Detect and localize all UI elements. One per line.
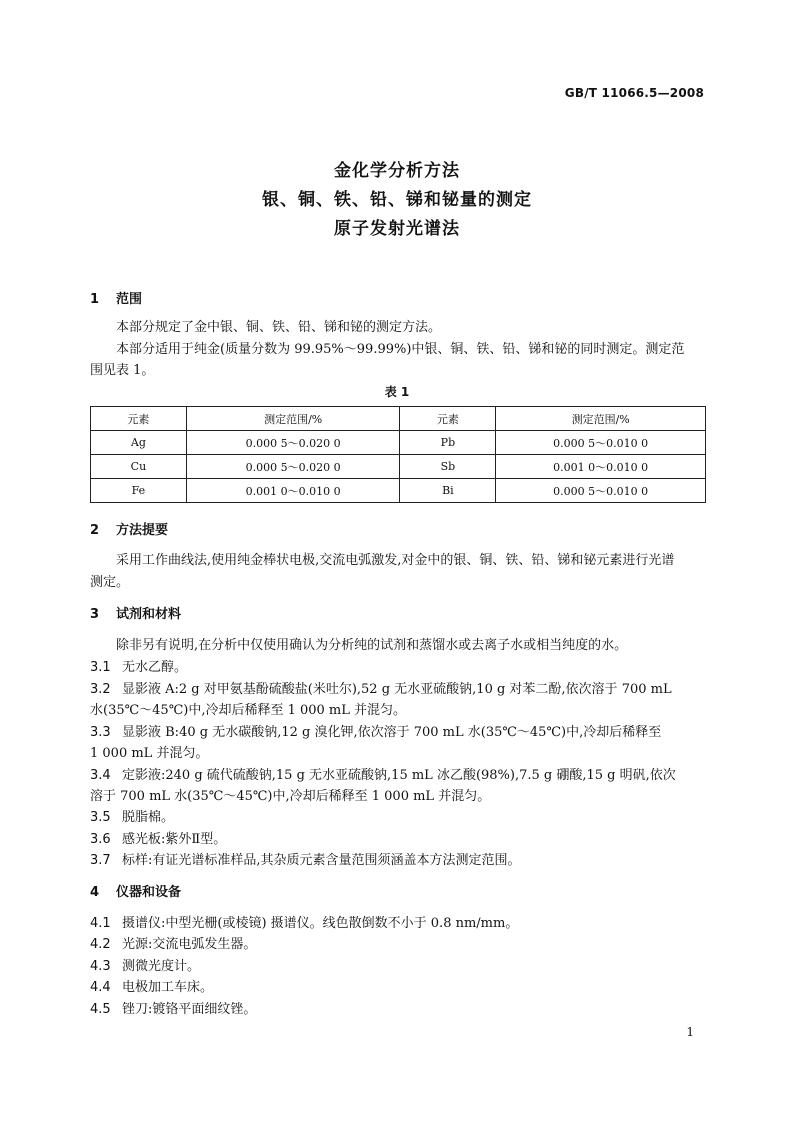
clause-text: 光源:交流电弧发生器。 (122, 937, 257, 952)
clause-number: 4.4 (90, 980, 111, 995)
paragraph-continuation: 围见表 1。 (90, 363, 155, 378)
table-cell: Pb (400, 431, 496, 455)
table-cell: 0.000 5～0.010 0 (496, 479, 706, 503)
section-number: 3 (90, 607, 100, 622)
clause-number: 4.2 (90, 937, 111, 952)
document-title-line1: 金化学分析方法 (334, 161, 460, 181)
section-number: 4 (90, 885, 100, 900)
table-cell: 0.000 5～0.020 0 (186, 431, 400, 455)
table-header-cell: 元素 (400, 407, 496, 431)
clause-text: 显影液 A:2 g 对甲氨基酚硫酸盐(米吐尔),52 g 无水亚硫酸钠,10 g 对苯二酚,依次溶于 700 mL (122, 682, 672, 697)
clause-item (90, 658, 187, 678)
clause-number: 3.2 (90, 682, 111, 697)
paragraph: 除非另有说明,在分析中仅使用确认为分析纯的试剂和蒸馏水或去离子水或相当纯度的水。 (116, 638, 628, 653)
section-number: 1 (90, 292, 100, 307)
section-number: 2 (90, 523, 100, 538)
clause-text: 无水乙醇。 (122, 660, 188, 675)
table-cell: 0.000 5～0.020 0 (186, 455, 400, 479)
clause-item (90, 914, 518, 934)
document-title-line2: 银、铜、铁、铅、锑和铋量的测定 (262, 190, 532, 210)
clause-item (90, 935, 256, 955)
table-header-cell: 测定范围/% (186, 407, 400, 431)
clause-text: 标样:有证光谱标准样品,其杂质元素含量范围须涵盖本方法测定范围。 (122, 853, 521, 868)
table-header-cell: 元素 (91, 407, 187, 431)
table-row (91, 455, 706, 479)
clause-text: 显影液 B:40 g 无水碳酸钠,12 g 溴化钾,依次溶于 700 mL 水(35℃～45℃)中,冷却后稀释至 (122, 725, 662, 740)
clause-text: 感光板:紫外Ⅱ型。 (122, 832, 227, 847)
clause-text: 脱脂棉。 (122, 810, 175, 825)
table-header-row (91, 407, 706, 431)
clause-text: 电极加工车床。 (122, 980, 214, 995)
paragraph: 本部分规定了金中银、铜、铁、铅、锑和铋的测定方法。 (116, 320, 442, 335)
paragraph: 本部分适用于纯金(质量分数为 99.95%～99.99%)中银、铜、铁、铅、锑和铋的同时测定。测定范 (116, 342, 685, 357)
clause-item (90, 957, 200, 977)
section-title: 试剂和材料 (116, 607, 182, 622)
clause-item (90, 1000, 256, 1020)
clause-continuation: 1 000 mL 并混匀。 (90, 746, 209, 761)
clause-item (90, 766, 676, 786)
section-heading-method (90, 521, 168, 541)
table-cell: Cu (91, 455, 187, 479)
clause-number: 3.5 (90, 810, 111, 825)
clause-continuation: 溶于 700 mL 水(35℃～45℃)中,冷却后稀释至 1 000 mL 并混匀。 (90, 789, 491, 804)
clause-number: 4.1 (90, 916, 111, 931)
table-cell: Bi (400, 479, 496, 503)
table-cell: 0.001 0～0.010 0 (496, 455, 706, 479)
clause-item (90, 680, 672, 700)
table-cell: Fe (91, 479, 187, 503)
section-heading-instruments (90, 883, 181, 903)
paragraph: 采用工作曲线法,使用纯金棒状电极,交流电弧激发,对金中的银、铜、铁、铅、锑和铋元素进行光谱 (116, 553, 675, 568)
table-row (91, 431, 706, 455)
clause-text: 锉刀:镀铬平面细纹锉。 (122, 1002, 257, 1017)
clause-text: 定影液:240 g 硫代硫酸钠,15 g 无水亚硫酸钠,15 mL 冰乙酸(98%),7.5 g 硼酸,15 g 明矾,依次 (122, 768, 676, 783)
document-title-line3: 原子发射光谱法 (334, 219, 460, 239)
table-row (91, 479, 706, 503)
section-heading-scope (90, 290, 142, 310)
section-heading-reagents (90, 605, 181, 625)
table-header-cell: 测定范围/% (496, 407, 706, 431)
clause-item (90, 978, 213, 998)
clause-number: 3.6 (90, 832, 111, 847)
clause-text: 摄谱仪:中型光栅(或棱镜) 摄谱仪。线色散倒数不小于 0.8 nm/mm。 (122, 916, 519, 931)
page-number: 1 (686, 1025, 694, 1039)
section-title: 方法提要 (116, 523, 169, 538)
clause-number: 3.1 (90, 660, 111, 675)
clause-number: 3.7 (90, 853, 111, 868)
clause-number: 4.3 (90, 959, 111, 974)
clause-number: 3.3 (90, 725, 111, 740)
table-cell: Sb (400, 455, 496, 479)
range-table (90, 406, 706, 503)
clause-continuation: 水(35℃～45℃)中,冷却后稀释至 1 000 mL 并混匀。 (90, 703, 407, 718)
table-caption: 表 1 (384, 385, 410, 399)
clause-item (90, 723, 661, 743)
table-cell: Ag (91, 431, 187, 455)
table-cell: 0.000 5～0.010 0 (496, 431, 706, 455)
section-title: 范围 (116, 292, 143, 307)
standard-code: GB/T 11066.5—2008 (564, 86, 704, 100)
section-title: 仪器和设备 (116, 885, 182, 900)
clause-text: 测微光度计。 (122, 959, 201, 974)
clause-item (90, 830, 226, 850)
clause-item (90, 808, 174, 828)
table-cell: 0.001 0～0.010 0 (186, 479, 400, 503)
clause-number: 4.5 (90, 1002, 111, 1017)
paragraph-continuation: 测定。 (90, 575, 130, 590)
clause-item (90, 851, 521, 871)
clause-number: 3.4 (90, 768, 111, 783)
